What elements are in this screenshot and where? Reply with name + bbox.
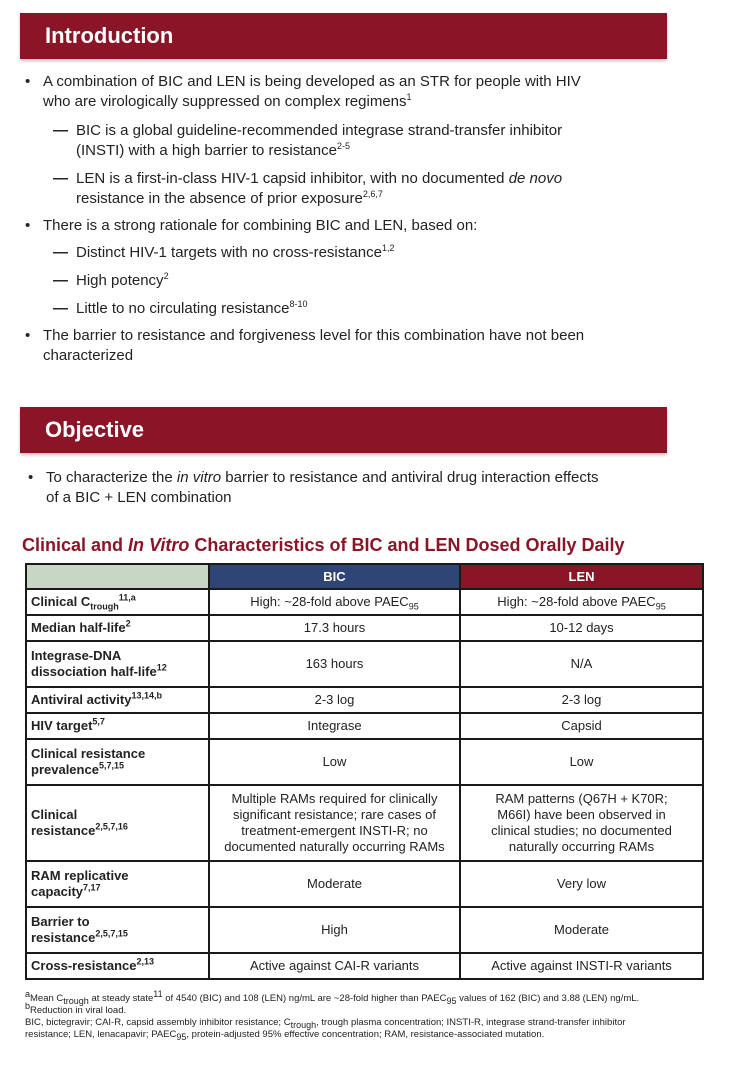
footnote-b: $^b$Reduction in viral load. (25, 1000, 127, 1016)
table-row (26, 687, 703, 713)
table-row (26, 615, 703, 641)
bic-cell: High: ~28-fold above $PAEC_{95}$ (209, 589, 460, 615)
bic-cell: Low (209, 739, 460, 785)
row-label: Cross-resistance$^{2,13}$ (26, 953, 209, 979)
abbreviations-line-1: BIC, bictegravir; CAI-R, capsid assembly inhibitor resistance; $C_{trough}$, trough plasma concentration; INSTI-R, integrase strand-transfer inhibitor (25, 1017, 626, 1030)
intro-bullet-2: • There is a strong rationale for combining BIC and LEN, based on: (25, 217, 478, 234)
table-header-blank (26, 564, 209, 589)
len-cell: High: ~28-fold above $PAEC_{95}$ (460, 589, 703, 615)
table-row (26, 785, 703, 861)
len-cell: Moderate (460, 907, 703, 953)
footnote-a: $^a$Mean $C_{trough}$ at steady state$^{11}$ of 4540 (BIC) and 108 (LEN) ng/mL are ~28-fold higher than $PAEC_{95}$ values of 162 (BIC) and 3.88 (LEN) ng/mL. (25, 988, 640, 1006)
row-label: Integrase-DNA dissociation half-life$^{12}$ (26, 641, 209, 687)
table-row (26, 713, 703, 739)
footnotes (25, 988, 705, 1042)
bic-cell: High (209, 907, 460, 953)
len-cell: Low (460, 739, 703, 785)
len-cell: N/A (460, 641, 703, 687)
intro-sub-bullet-targets: — Distinct HIV-1 targets with no cross-resistance$^{1,2}$ (53, 243, 395, 261)
intro-sub-bullet-potency: — High potency$^2$ (53, 271, 169, 289)
len-cell: 10-12 days (460, 615, 703, 641)
table-title: Clinical and In Vitro Characteristics of BIC and LEN Dosed Orally Daily (22, 535, 625, 555)
abbreviations-line-2: resistance; LEN, lenacapavir; $PAEC_{95}$, protein-adjusted 95% effective concentration; RAM, resistance-associated mutation. (25, 1029, 545, 1042)
table-row (26, 641, 703, 687)
len-cell: Capsid (460, 713, 703, 739)
row-label: Clinical $C_{trough}^{11,a}$ (26, 589, 209, 615)
row-label: Barrier to resistance$^{2,5,7,15}$ (26, 907, 209, 953)
row-label: RAM replicative capacity$^{7,17}$ (26, 861, 209, 907)
objective-heading-banner (20, 407, 667, 453)
bic-cell: Moderate (209, 861, 460, 907)
introduction-heading-banner (20, 13, 667, 59)
intro-bullet-3: • The barrier to resistance and forgiveness level for this combination have not been characterized (25, 327, 585, 364)
table-header-bic: BIC (209, 564, 460, 589)
table-row (26, 861, 703, 907)
objective-bullet: • To characterize the in vitro barrier to resistance and antiviral drug interaction effects of a BIC + LEN combination (28, 469, 599, 506)
row-label: Antiviral activity$^{13,14,b}$ (26, 687, 209, 713)
len-cell: Very low (460, 861, 703, 907)
table-header-row (26, 564, 703, 589)
intro-bullet-1: • A combination of BIC and LEN is being developed as an STR for people with HIV who are virologically suppressed on complex regimens$^1$ (25, 73, 581, 110)
row-label: HIV target$^{5,7}$ (26, 713, 209, 739)
bic-cell: Integrase (209, 713, 460, 739)
bic-cell: Multiple RAMs required for clinically significant resistance; rare cases of treatment-emergent INSTI-R; no documented naturally occurring RAMs (209, 785, 460, 861)
len-cell: Active against INSTI-R variants (460, 953, 703, 979)
row-label: Clinical resistance$^{2,5,7,16}$ (26, 785, 209, 861)
characteristics-table (25, 563, 704, 980)
objective-heading: Objective (45, 417, 145, 442)
bic-cell: Active against CAI-R variants (209, 953, 460, 979)
bic-cell: 17.3 hours (209, 615, 460, 641)
bic-cell: 2-3 log (209, 687, 460, 713)
row-label: Clinical resistance prevalence$^{5,7,15}$ (26, 739, 209, 785)
table-header-len: LEN (460, 564, 703, 589)
table-row (26, 907, 703, 953)
intro-sub-bullet-bic: — BIC is a global guideline-recommended integrase strand-transfer inhibitor (INSTI) with a high barrier to resistance$^{2-5}$ (53, 122, 563, 159)
introduction-heading: Introduction (45, 23, 174, 48)
table-row (26, 953, 703, 979)
row-label: Median half-life$^2$ (26, 615, 209, 641)
len-cell: 2-3 log (460, 687, 703, 713)
intro-sub-bullet-len: — LEN is a first-in-class HIV-1 capsid inhibitor, with no documented de novo resistance in the absence of prior exposure$^{2,6,7}$ (53, 170, 563, 207)
table-row (26, 739, 703, 785)
len-cell: RAM patterns (Q67H + K70R; M66I) have been observed in clinical studies; no documented naturally occurring RAMs (460, 785, 703, 861)
bic-cell: 163 hours (209, 641, 460, 687)
table-row (26, 589, 703, 615)
intro-sub-bullet-resistance: — Little to no circulating resistance$^{8-10}$ (53, 299, 308, 317)
